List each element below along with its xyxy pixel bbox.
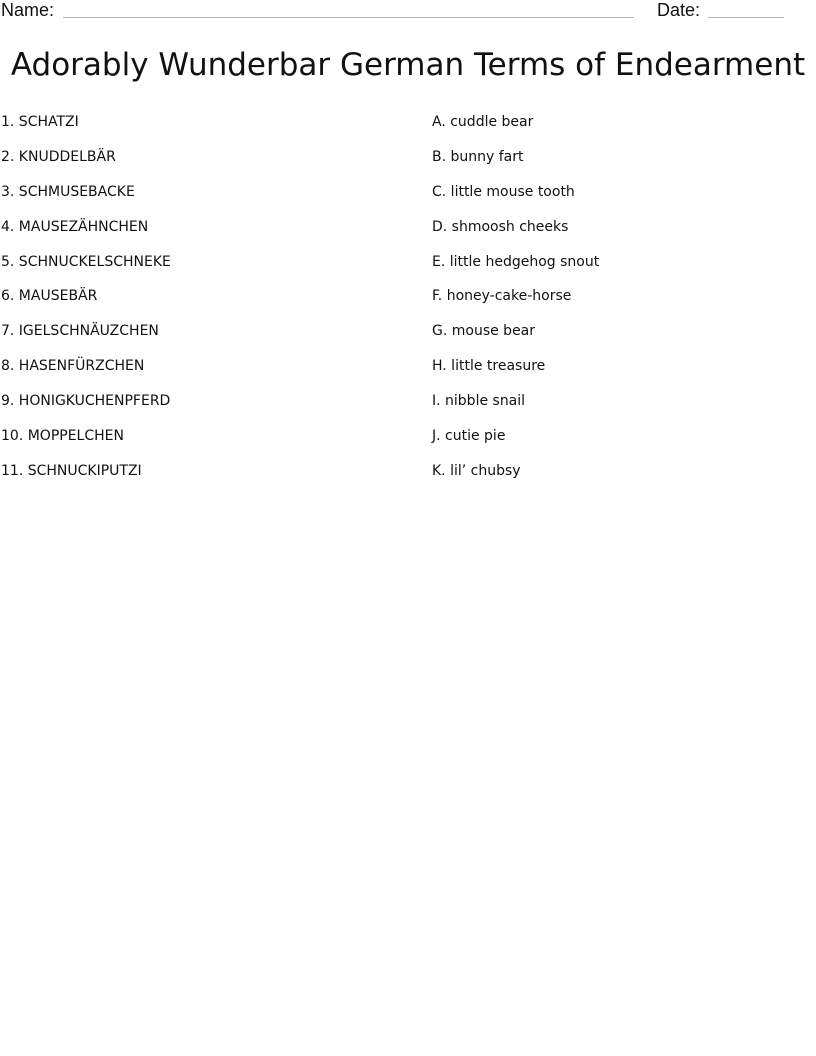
term-item: 7. IGELSCHNÄUZCHEN xyxy=(1,323,159,340)
term-item: 3. SCHMUSEBACKE xyxy=(1,183,135,200)
definition-item: H. little treasure xyxy=(432,358,546,375)
definition-item: C. little mouse tooth xyxy=(432,183,575,200)
definition-item: J. cutie pie xyxy=(432,428,506,445)
term-item: 5. SCHNUCKELSCHNEKE xyxy=(1,253,171,270)
worksheet-title: Adorably Wunderbar German Terms of Endearment xyxy=(10,47,806,83)
term-item: 10. MOPPELCHEN xyxy=(1,428,124,445)
definition-item: I. nibble snail xyxy=(432,393,526,410)
definition-item: K. lil’ chubsy xyxy=(432,462,521,479)
definition-item: F. honey-cake-horse xyxy=(432,288,572,305)
term-item: 1. SCHATZI xyxy=(1,114,79,130)
name-label: Name: xyxy=(1,0,55,20)
term-item: 4. MAUSEZÄHNCHEN xyxy=(1,218,149,235)
definition-item: E. little hedgehog snout xyxy=(432,253,600,270)
definitions-list xyxy=(432,112,812,496)
terms-list xyxy=(1,112,401,496)
definition-item: D. shmoosh cheeks xyxy=(432,218,569,235)
date-field-line[interactable] xyxy=(708,17,784,18)
definition-item: G. mouse bear xyxy=(432,323,536,340)
name-field-line[interactable] xyxy=(63,17,634,18)
term-item: 9. HONIGKUCHENPFERD xyxy=(1,393,171,410)
term-item: 11. SCHNUCKIPUTZI xyxy=(1,462,142,479)
term-item: 8. HASENFÜRZCHEN xyxy=(1,358,145,375)
definition-item: B. bunny fart xyxy=(432,148,524,165)
definition-item: A. cuddle bear xyxy=(432,114,534,130)
header-row xyxy=(0,0,816,22)
date-label: Date: xyxy=(657,0,701,20)
term-item: 2. KNUDDELBÄR xyxy=(1,148,116,165)
term-item: 6. MAUSEBÄR xyxy=(1,288,98,305)
